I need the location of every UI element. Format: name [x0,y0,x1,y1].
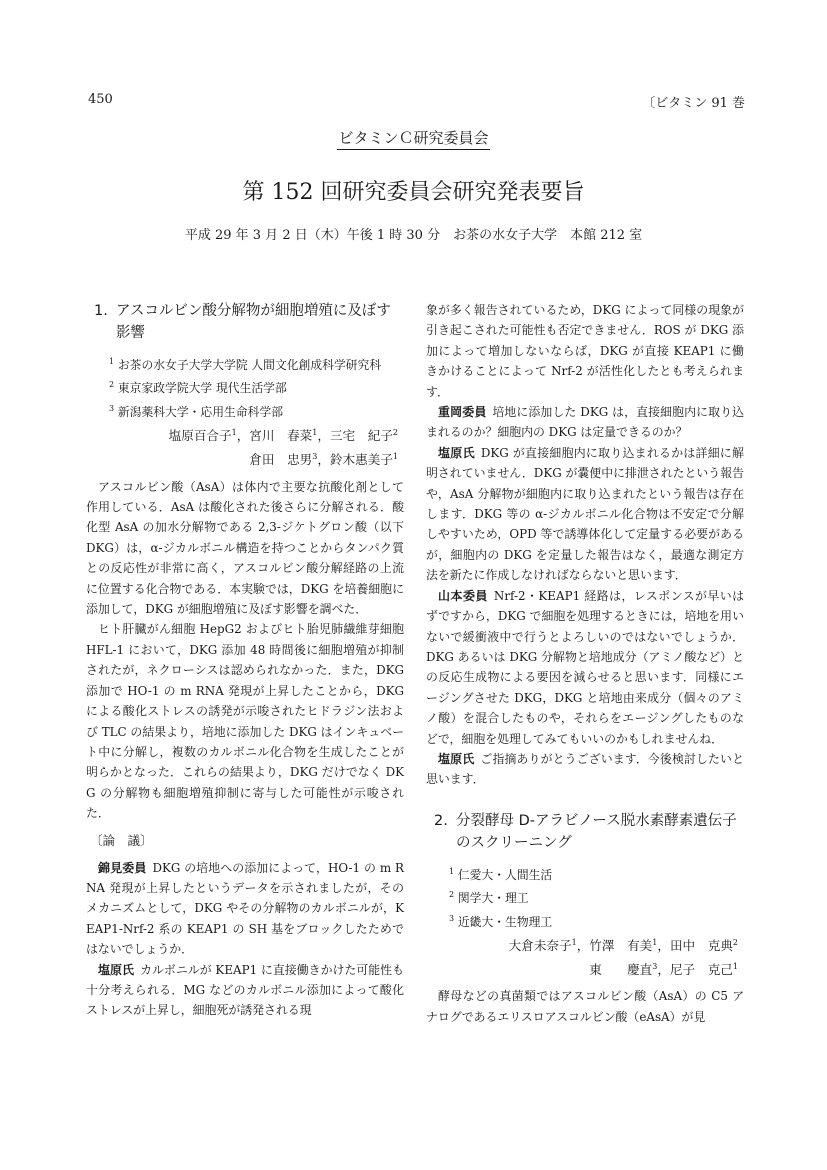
author-name: 竹澤 有美 [589,938,653,954]
affiliation [426,862,744,885]
article2-heading [426,810,744,854]
speaker-name: 重岡委員 [438,405,487,420]
discussion-entry [426,402,744,443]
speaker-name: 塩原氏 [438,751,475,766]
discussion-heading: 〔論 議〕 [90,832,153,848]
article1-affiliations [86,352,404,422]
speaker-name: 塩原氏 [98,962,135,977]
affiliation [86,399,404,422]
affiliation-mark: 1 [109,357,115,366]
author-name: 倉田 忠男 [249,452,313,468]
author-mark: 3 [312,452,318,462]
author-name: 鈴木惠美子 [329,452,393,468]
speaker-name: 山本委員 [438,588,488,603]
author-mark: 2 [732,938,738,948]
author-mark: 1 [312,428,318,438]
author-mark: 3 [652,962,658,972]
article1-paragraph-1: アスコルビン酸（AsA）は体内で主要な抗酸化剤として作用している．AsA は酸化された後さらに分解される．酸化型 AsA の加水分解物である 2,3-ジケトグロン酸（以下 DKG）は，α-ジカルボニル構造を持つことからタンパク質との反応性が非常に高く，アスコルビン酸分解経路の上流に位置する化合物である．本実験では，DKG を培養細胞に添加して，DKG が細胞増殖に及ぼす影響を調べた． [86,479,404,617]
author-mark: 1 [652,938,658,948]
discussion-text: ご指摘ありがとうございます．今後検討したいと思います． [426,751,744,787]
author-mark: 1 [392,452,398,462]
journal-volume: 〔ビタミン 91 巻 [642,96,745,111]
article1-authors-line1: 塩原百合子$^1$，宮川 春菜$^1$，三宅 紀子$^2$ [168,428,398,444]
discussion-left [86,858,404,1021]
affiliation-mark: 1 [449,866,455,876]
affiliation-text: 関学大・理工 [454,891,529,906]
discussion-entry [426,586,744,749]
discussion-text: DKG の培地への添加によって，HO-1 の m RNA 発現が上昇したというデータを示されましたが，そのメカニズムとして，DKG やその分解物のカルボニルが，KEAP1-Nrf-2 系の KEAP1 の SH 基をブロックしたためではないでしょうか． [86,860,404,957]
affiliation [426,885,744,908]
affiliation-text: 近畿大・生物理工 [454,914,553,929]
author-mark: 2 [392,428,398,438]
author-name: 宮川 春菜 [249,428,313,444]
article2-number: 2. [434,812,448,829]
affiliation [86,375,404,398]
section-banner [0,127,827,148]
affiliation-text: 新潟薬科大学・応用生命科学部 [114,404,284,419]
article2-authors-line2: 東 慶直$^3$，尼子 克己$^1$ [589,962,738,978]
right-column [426,300,744,1027]
author-mark: 1 [231,428,237,438]
author-mark: 1 [732,962,738,972]
page-number: 450 [88,92,113,107]
article2-title: 分裂酵母 D-アラビノース脱水素酵素遺伝子のスクリーニング [456,812,737,851]
affiliation [426,909,744,932]
article1-heading [86,300,404,344]
discussion-right [426,300,744,790]
author-mark: 1 [571,938,577,948]
affiliation-mark: 2 [449,890,455,900]
discussion-text: 培地に添加した DKG は，直接細胞内に取り込まれるのか？細胞内の DKG は定量できるのか？ [426,405,744,440]
article1-paragraph-2: ヒト肝臓がん細胞 HepG2 およびヒト胎児肺繊維芽細胞 HFL-1 において，DKG 添加 48 時間後に細胞増殖が抑制されたが，ネクローシスは認められなかった．また，DKG 添加で HO-1 の m RNA 発現が上昇したことから，DKG による酸化ストレスの誘発が示唆されたヒドラジン法および TLC の結果より，培地に添加した DKG はインキュベート中に分解し，複数のカルボニル化合物を生成したことが明らかとなった．これらの結果より，DKG だけでなく DKG の分解物も細胞増殖抑制に寄与した可能性が示唆された． [86,622,404,821]
article2-affiliations [426,862,744,932]
article2-paragraph: 酵母などの真菌類ではアスコルビン酸（AsA）の C5 アナログであるエリスロアスコルビン酸（eAsA）が見 [426,989,744,1024]
section-title: ビタミンＣ研究委員会 [337,129,489,150]
author-name: 田中 克典 [669,938,733,954]
affiliation-mark: 3 [449,913,455,923]
author-name: 塩原百合子 [168,428,232,444]
discussion-entry [426,300,744,402]
author-name: 尼子 克己 [669,962,733,978]
speaker-name: 錦見委員 [98,860,147,875]
discussion-text: 象が多く報告されているため，DKG によって同様の現象が引き起こされた可能性も否定できません．ROS が DKG 添加によって増加しないならば，DKG が直接 KEAP1 に働きかけることによって Nrf-2 が活性化したとも考えられます． [426,303,744,399]
article1-number: 1. [94,303,108,319]
discussion-entry [86,960,404,1021]
article2-authors-line1: 大倉未奈子$^1$，竹澤 有美$^1$，田中 克典$^2$ [508,938,738,954]
discussion-text: Nrf-2・KEAP1 経路は，レスポンスが早いはずですから，DKG で細胞を処理するときには，培地を用いないで緩衝液中で行うとよろしいのではないでしょうか．DKG あるいは DKG 分解物と培地成分（アミノ酸など）との反応生成物による要因を減らせると思います．同様にエージングさせた DKG，DKG と培地由来成分（個々のアミノ酸）を混合したものや，それらをエージングしたものなどで，細胞を処理してみてもいいのかもしれませんね． [426,588,744,746]
page-title: 第 152 回研究委員会研究発表要旨 [242,180,585,205]
discussion-text: DKG が直接細胞内に取り込まれるかは詳細に解明されていません．DKG が嚢便中に排泄されたという報告や，AsA 分解物が細胞内に取り込まれたという報告は存在します．DKG 等の α-ジカルボニル化合物は不安定で分解しやすいため，OPD 等で誘導体化して定量する必要があるが，細胞内の DKG を定量した報告はなく，最適な測定方法を新たに作成しなければならないと思います． [426,445,744,583]
author-name: 東 慶直 [589,962,653,978]
affiliation-text: 東京家政学院大学 現代生活学部 [114,381,287,396]
article1-title: アスコルビン酸分解物が細胞増殖に及ぼす影響 [116,303,391,341]
discussion-entry [86,858,404,960]
discussion-text: カルボニルが KEAP1 に直接働きかけた可能性も十分考えられる．MG などのカルボニル添加によって酸化ストレスが上昇し，細胞死が誘発される現 [86,962,404,1018]
author-name: 大倉未奈子 [508,938,572,954]
affiliation-mark: 3 [109,403,115,413]
affiliation-text: 仁愛大・人間生活 [454,867,553,882]
speaker-name: 塩原氏 [438,445,475,460]
affiliation-text: お茶の水女子大学大学院 人間文化創成科学研究科 [114,357,382,372]
author-name: 三宅 紀子 [329,428,393,444]
meeting-info: 平成 29 年 3 月 2 日（木）午後 1 時 30 分 お茶の水女子大学 本館 212 室 [184,228,643,243]
left-column [86,300,404,1021]
article1-authors-line2: 倉田 忠男$^3$，鈴木惠美子$^1$ [249,452,398,468]
discussion-entry [426,749,744,790]
discussion-entry [426,443,744,586]
affiliation-mark: 2 [109,380,115,390]
affiliation [86,352,404,375]
